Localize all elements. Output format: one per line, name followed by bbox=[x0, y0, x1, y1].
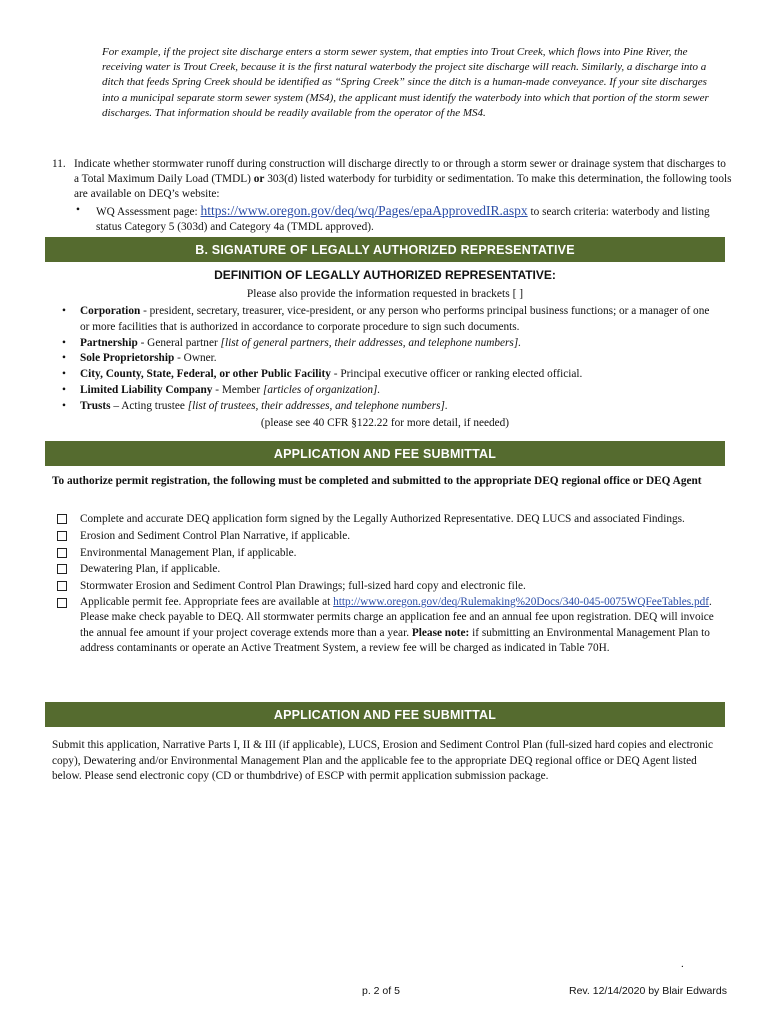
list-item bbox=[62, 351, 720, 367]
checkbox[interactable] bbox=[57, 548, 67, 558]
bullet-icon: • bbox=[62, 368, 66, 381]
list-item bbox=[62, 304, 720, 336]
fee-item-text: Applicable permit fee. Appropriate fees are available at bbox=[80, 595, 334, 608]
rep-desc: – Acting trustee bbox=[110, 399, 188, 412]
rep-note: [list of trustees, their addresses, and telephone numbers]. bbox=[187, 399, 448, 412]
list-item bbox=[62, 336, 720, 352]
checklist-item bbox=[80, 561, 720, 578]
bullet-icon: • bbox=[62, 336, 66, 349]
rep-desc: - Principal executive officer or ranking elected official. bbox=[330, 368, 583, 381]
wq-assessment-bullet bbox=[76, 203, 732, 235]
wq-assessment-label: WQ Assessment page: bbox=[96, 206, 201, 218]
checklist-item bbox=[80, 511, 720, 528]
item-11-text: Indicate whether stormwater runoff during construction will discharge directly to or through a storm sewer or drainage system that discharges to a Total Maximum Daily Load (TMDL) bbox=[74, 158, 726, 185]
bullet-icon: • bbox=[62, 352, 66, 365]
submittal-checklist bbox=[80, 511, 720, 656]
list-item bbox=[62, 383, 720, 399]
rep-term: Corporation bbox=[80, 305, 141, 317]
example-paragraph: For example, if the project site discharge enters a storm sewer system, that empties into Trout Creek, which flows into Pine River, the receiving water is Trout Creek, because it is the first natural waterbody the project site discharge will reach. Similarly, a discharge into a ditch that feeds Spring Creek should be identified as “Spring Creek” since the ditch is a human-made conveyance. If your site discharges into a municipal separate storm sewer system (MS4), the applicant must identify the waterbody into which that portion of the storm sewer discharges. That information should be readily available from the operator of the MS4. bbox=[102, 46, 709, 119]
wq-assessment-link[interactable]: https://www.oregon.gov/deq/wq/Pages/epaApprovedIR.aspx bbox=[200, 203, 528, 218]
checkbox[interactable] bbox=[57, 514, 67, 524]
definition-heading: DEFINITION OF LEGALLY AUTHORIZED REPRESENTATIVE: bbox=[214, 268, 556, 282]
item-number: 11. bbox=[52, 158, 66, 170]
section-b-header bbox=[45, 237, 725, 262]
rep-term: Sole Proprietorship bbox=[80, 352, 175, 365]
rep-term: Partnership bbox=[80, 336, 138, 349]
checklist-item bbox=[80, 578, 720, 595]
submit-paragraph: Submit this application, Narrative Parts I, II & III (if applicable), LUCS, Erosion and Sediment Control Plan (full-sized hard copies and electronic copy), Dewatering and/or Environmental Management Plan and the applicable fee to the appropriate DEQ regional office or DEQ Agent listed below. Please send electronic copy (CD or thumbdrive) of ESCP with permit application submission package. bbox=[52, 739, 714, 782]
rep-desc: - Member bbox=[212, 383, 263, 396]
rep-term: City, County, State, Federal, or other Public Facility bbox=[80, 368, 331, 381]
item-11-or: or bbox=[253, 173, 265, 185]
item-11-body bbox=[74, 157, 732, 202]
bullet-icon: • bbox=[62, 399, 66, 412]
rep-note: [list of general partners, their addresses, and telephone numbers]. bbox=[220, 336, 522, 349]
fee-item-note-text: if submitting an Environmental Management Plan to address contaminants or operate an Active Treatment System, a review fee will be charged as indicated in Table 70H. bbox=[80, 626, 710, 654]
rep-desc: - Owner. bbox=[174, 352, 217, 365]
rep-term: Limited Liability Company bbox=[80, 383, 213, 396]
footer-dot: . bbox=[681, 958, 684, 970]
checkbox[interactable] bbox=[57, 598, 67, 608]
page-number: p. 2 of 5 bbox=[362, 985, 400, 997]
checklist-item bbox=[80, 545, 720, 562]
checklist-label: Dewatering Plan, if applicable. bbox=[80, 563, 221, 576]
bullet-icon: • bbox=[76, 204, 80, 216]
checkbox[interactable] bbox=[57, 581, 67, 591]
application-fee-header-2 bbox=[45, 702, 725, 727]
bullet-icon: • bbox=[62, 305, 66, 317]
checklist-item bbox=[80, 528, 720, 545]
list-item bbox=[62, 399, 720, 415]
rep-desc: - president, secretary, treasurer, vice-president, or any person who performs principal business functions; or a manager of one or more facilities that is authorized in accordance to corporate procedure to sign such documents. bbox=[80, 305, 710, 333]
rep-desc: - General partner bbox=[137, 336, 221, 349]
checklist-item-fee bbox=[80, 595, 720, 656]
rep-term: Trusts bbox=[80, 399, 111, 412]
fee-tables-link[interactable]: http://www.oregon.gov/deq/Rulemaking%20Docs/340-045-0075WQFeeTables.pdf bbox=[333, 595, 710, 608]
checkbox[interactable] bbox=[57, 531, 67, 541]
application-fee-title: APPLICATION AND FEE SUBMITTAL bbox=[273, 446, 497, 461]
representative-list bbox=[62, 304, 720, 415]
checklist-label: Stormwater Erosion and Sediment Control Plan Drawings; full-sized hard copy and electronic file. bbox=[80, 580, 526, 593]
checkbox[interactable] bbox=[57, 564, 67, 574]
application-fee-header bbox=[45, 441, 725, 466]
authorize-intro: To authorize permit registration, the following must be completed and submitted to the appropriate DEQ regional office or DEQ Agent bbox=[52, 475, 702, 487]
application-fee-title-2: APPLICATION AND FEE SUBMITTAL bbox=[273, 707, 497, 722]
item-11-text-cont: 303(d) listed waterbody for turbidity or sedimentation. To make this determination, the following tools are available on DEQ’s website: bbox=[74, 173, 732, 200]
section-b-title: B. SIGNATURE OF LEGALLY AUTHORIZED REPRESENTATIVE bbox=[195, 242, 575, 257]
list-item bbox=[62, 367, 720, 383]
item-11 bbox=[52, 157, 732, 235]
fee-item-text-cont: . Please make check payable to DEQ. All stormwater permits charge an application fee and an annual fee upon registration. DEQ will invoice the annual fee amount if your project coverage extends more than a year. bbox=[80, 595, 714, 639]
fee-item-note-label: Please note: bbox=[411, 626, 470, 639]
checklist-label: Environmental Management Plan, if applicable. bbox=[80, 546, 297, 559]
revision-note: Rev. 12/14/2020 by Blair Edwards bbox=[569, 985, 727, 997]
checklist-label: Erosion and Sediment Control Plan Narrative, if applicable. bbox=[80, 529, 351, 542]
wq-assessment-text: to search criteria: waterbody and listing status Category 5 (303d) and Category 4a (TMDL approved). bbox=[96, 206, 710, 233]
cfr-note: (please see 40 CFR §122.22 for more detail, if needed) bbox=[260, 417, 510, 429]
rep-note: [articles of organization]. bbox=[262, 383, 381, 396]
definition-subheading: Please also provide the information requested in brackets [ ] bbox=[246, 288, 524, 300]
checklist-label: Complete and accurate DEQ application form signed by the Legally Authorized Representative. DEQ LUCS and associated Findings. bbox=[80, 513, 685, 525]
bullet-icon: • bbox=[62, 383, 66, 396]
